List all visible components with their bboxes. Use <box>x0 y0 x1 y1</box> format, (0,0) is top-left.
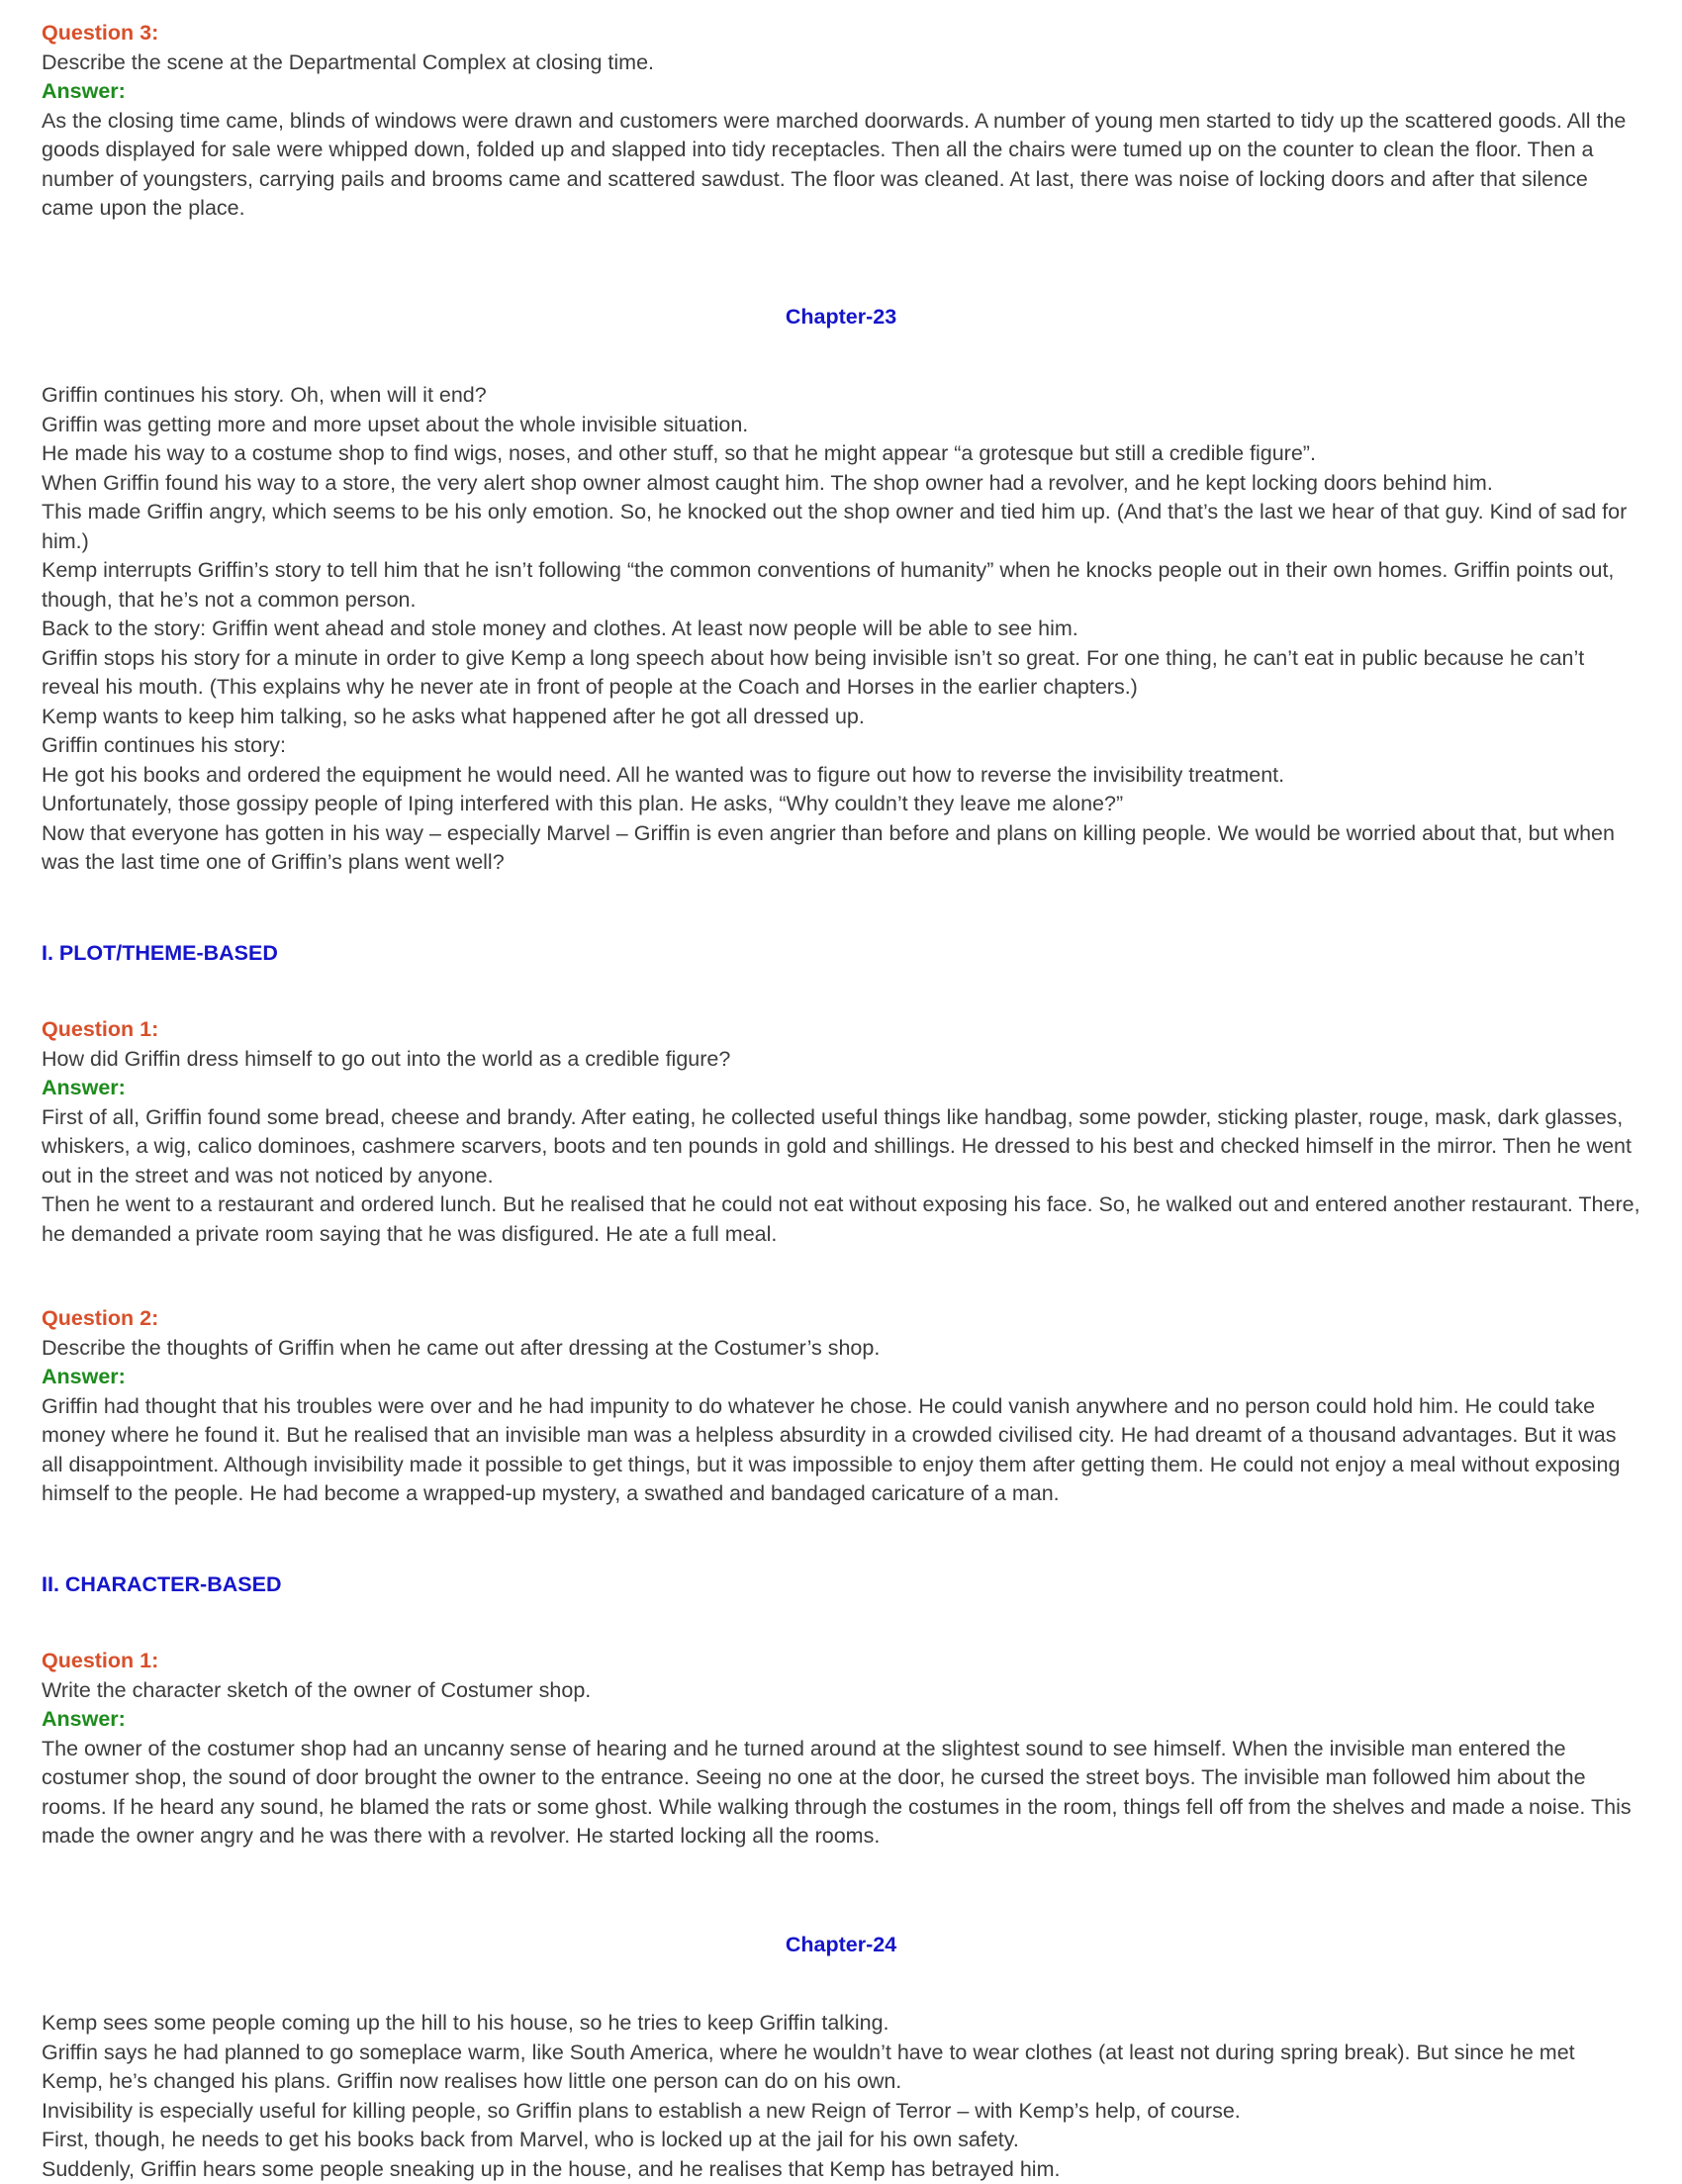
question-text: Write the character sketch of the owner of Costumer shop. <box>42 1676 1640 1706</box>
question-label: Question 2: <box>42 1304 1640 1334</box>
chapter-heading: Chapter-24 <box>42 1931 1640 1960</box>
paragraph: When Griffin found his way to a store, the very alert shop owner almost caught him. The shop owner had a revolver, and he kept locking doors behind him. <box>42 469 1640 499</box>
paragraph: Then he went to a restaurant and ordered lunch. But he realised that he could not eat without exposing his face. So, he walked out and entered another restaurant. There, he demanded a private room saying that he was disfigured. He ate a full meal. <box>42 1190 1640 1249</box>
paragraph: Invisibility is especially useful for killing people, so Griffin plans to establish a new Reign of Terror – with Kemp’s help, of course. <box>42 2097 1640 2127</box>
paragraph: Griffin was getting more and more upset about the whole invisible situation. <box>42 411 1640 440</box>
section-heading: II. CHARACTER-BASED <box>42 1570 1640 1600</box>
answer-label: Answer: <box>42 1363 1640 1392</box>
paragraph: Griffin says he had planned to go someplace warm, like South America, where he wouldn’t have to wear clothes (at least not during spring break). But since he met Kemp, he’s changed his plans. Griffin now realises how little one person can do on his own. <box>42 2039 1640 2097</box>
answer-label: Answer: <box>42 1705 1640 1735</box>
question-text: Describe the scene at the Departmental Complex at closing time. <box>42 48 1640 78</box>
paragraph: Griffin had thought that his troubles were over and he had impunity to do whatever he chose. He could vanish anywhere and no person could hold him. He could take money where he found it. But he realised that an invisible man was a helpless absurdity in a crowded civilised city. He had dreamt of a thousand advantages. But it was all disappointment. Although invisibility made it possible to get things, but it was impossible to enjoy them after getting them. He could not enjoy a meal without exposing himself to the people. He had become a wrapped-up mystery, a swathed and bandaged caricature of a man. <box>42 1392 1640 1509</box>
paragraph: Griffin stops his story for a minute in order to give Kemp a long speech about how being invisible isn’t so great. For one thing, he can’t eat in public because he can’t reveal his mouth. (This explains why he never ate in front of people at the Coach and Horses in the earlier chapters.) <box>42 644 1640 703</box>
paragraph: Unfortunately, those gossipy people of Iping interfered with this plan. He asks, “Why couldn’t they leave me alone?” <box>42 790 1640 819</box>
paragraph: As the closing time came, blinds of windows were drawn and customers were marched doorwards. A number of young men started to tidy up the scattered goods. All the goods displayed for sale were whipped down, folded up and slapped into tidy receptacles. Then all the chairs were tumed up on the counter to clean the floor. Then a number of youngsters, carrying pails and brooms came and scattered sawdust. The floor was cleaned. At last, there was noise of locking doors and after that silence came upon the place. <box>42 107 1640 224</box>
paragraph: Kemp interrupts Griffin’s story to tell him that he isn’t following “the common conventions of humanity” when he knocks people out in their own homes. Griffin points out, though, that he’s not a common person. <box>42 556 1640 615</box>
question-label: Question 3: <box>42 19 1640 48</box>
paragraph: He made his way to a costume shop to find wigs, noses, and other stuff, so that he might appear “a grotesque but still a credible figure”. <box>42 439 1640 469</box>
question-label: Question 1: <box>42 1015 1640 1045</box>
paragraph: Back to the story: Griffin went ahead and stole money and clothes. At least now people will be able to see him. <box>42 615 1640 644</box>
paragraph: Now that everyone has gotten in his way – especially Marvel – Griffin is even angrier than before and plans on killing people. We would be worried about that, but when was the last time one of Griffin’s plans went well? <box>42 819 1640 878</box>
paragraph: First of all, Griffin found some bread, cheese and brandy. After eating, he collected useful things like handbag, some powder, sticking plaster, rouge, mask, dark glasses, whiskers, a wig, calico dominoes, cashmere scarvers, boots and ten pounds in gold and shillings. He dressed to his best and checked himself in the mirror. Then he went out in the street and was not noticed by anyone. <box>42 1103 1640 1191</box>
answer-label: Answer: <box>42 77 1640 107</box>
question-text: Describe the thoughts of Griffin when he came out after dressing at the Costumer’s shop. <box>42 1334 1640 1364</box>
section-heading: I. PLOT/THEME-BASED <box>42 939 1640 969</box>
paragraph: Griffin continues his story. Oh, when will it end? <box>42 381 1640 411</box>
paragraph: Suddenly, Griffin hears some people sneaking up in the house, and he realises that Kemp has betrayed him. <box>42 2155 1640 2184</box>
question-label: Question 1: <box>42 1647 1640 1676</box>
paragraph: First, though, he needs to get his books back from Marvel, who is locked up at the jail for his own safety. <box>42 2126 1640 2155</box>
paragraph: Kemp wants to keep him talking, so he asks what happened after he got all dressed up. <box>42 703 1640 732</box>
question-text: How did Griffin dress himself to go out into the world as a credible figure? <box>42 1045 1640 1075</box>
answer-label: Answer: <box>42 1074 1640 1103</box>
paragraph: The owner of the costumer shop had an uncanny sense of hearing and he turned around at the slightest sound to see himself. When the invisible man entered the costumer shop, the sound of door brought the owner to the entrance. Seeing no one at the door, he cursed the street boys. The invisible man followed him about the rooms. If he heard any sound, he blamed the rats or some ghost. While walking through the costumes in the room, things fell off from the shelves and made a noise. This made the owner angry and he was there with a revolver. He started locking all the rooms. <box>42 1735 1640 1852</box>
chapter-heading: Chapter-23 <box>42 303 1640 332</box>
paragraph: Griffin continues his story: <box>42 731 1640 761</box>
paragraph: He got his books and ordered the equipment he would need. All he wanted was to figure out how to reverse the invisibility treatment. <box>42 761 1640 791</box>
paragraph: Kemp sees some people coming up the hill to his house, so he tries to keep Griffin talking. <box>42 2009 1640 2039</box>
paragraph: This made Griffin angry, which seems to be his only emotion. So, he knocked out the shop owner and tied him up. (And that’s the last we hear of that guy. Kind of sad for him.) <box>42 498 1640 556</box>
